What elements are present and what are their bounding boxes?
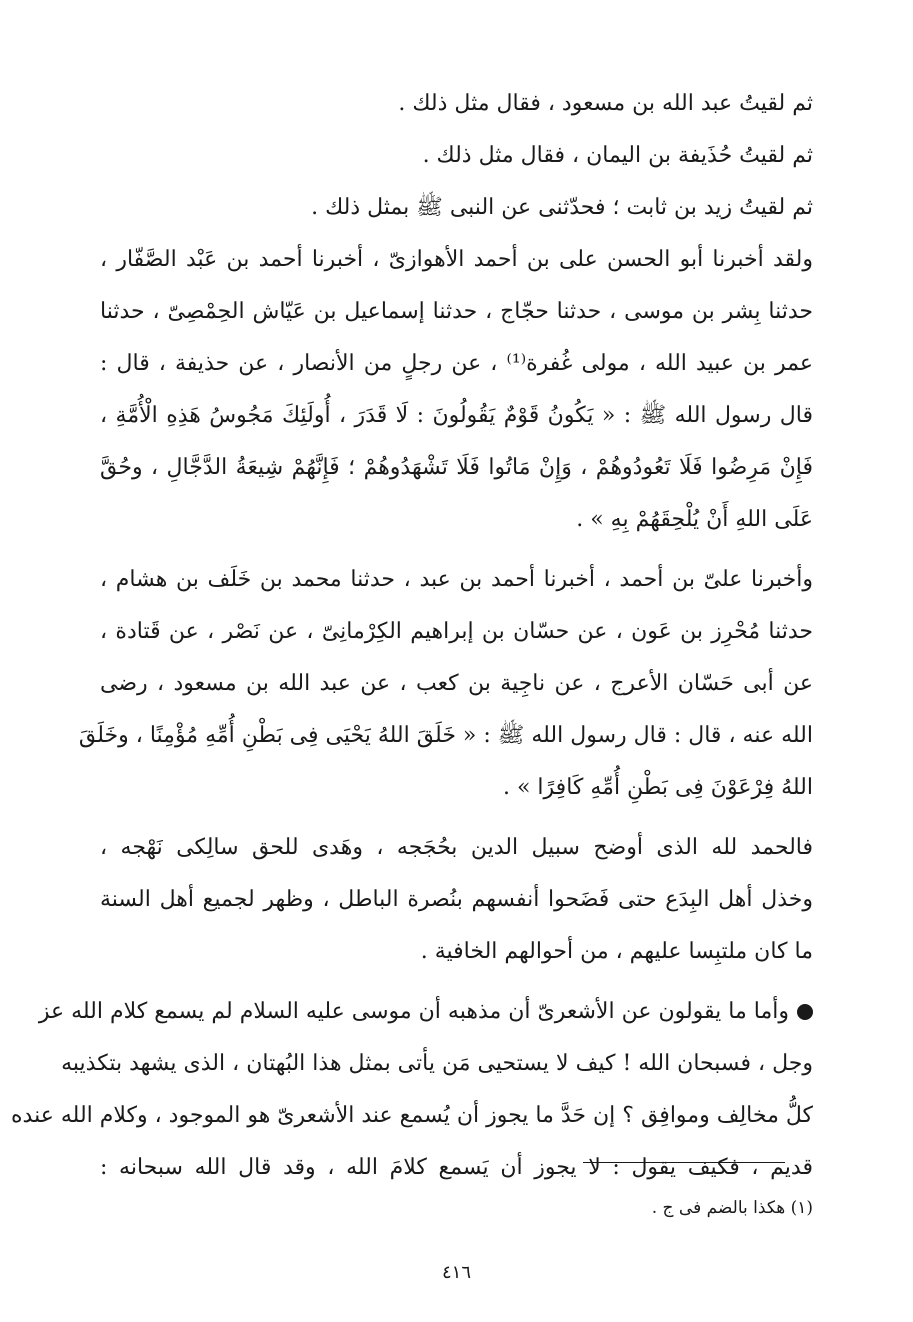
text-line: وخذل أهل البِدَع حتى فَضَحوا أنفسهم بنُصرة الباطل ، وظهر لجميع أهل السنة: [100, 887, 813, 912]
text-line: فالحمد لله الذى أوضح سبيل الدين بحُجَجه ، وهَدى للحق سالِكى نَهْجه ،: [100, 835, 813, 860]
text-line: حدثنا بِشر بن موسى ، حدثنا حجّاج ، حدثنا إسماعيل بن عَيّاش الحِمْصِىّ ، حدثنا: [100, 299, 813, 324]
page-number: ٤١٦: [441, 1262, 471, 1283]
text-line: ثم لقيتُ زيد بن ثابت ؛ فحدّثنى عن النبى ﷺ بمثل ذلك .: [311, 195, 813, 220]
footnote: (١) هكذا بالضم فى ج .: [651, 1198, 813, 1218]
text-line-content: وأما ما يقولون عن الأشعرىّ أن مذهبه أن موسى عليه السلام لم يسمع كلام الله عز: [38, 999, 789, 1024]
footnote-divider: [583, 1162, 785, 1163]
text-line: ثم لقيتُ حُذَيفة بن اليمان ، فقال مثل ذلك .: [422, 143, 813, 168]
paragraph-4: [100, 234, 813, 546]
text-line: ولقد أخبرنا أبو الحسن على بن أحمد الأهوازىّ ، أخبرنا أحمد بن عَبْد الصَّفّار ،: [100, 247, 813, 272]
text-line: [38, 986, 813, 1038]
text-line: قال رسول الله ﷺ : « يَكُونُ قَوْمٌ يَقُولُونَ : لَا قَدَرَ ، أُولَئِكَ مَجُوسُ هَذِهِ الْأُمَّةِ ،: [100, 403, 813, 428]
paragraph-1: [100, 78, 813, 130]
text-line: ما كان ملتبِسا عليهم ، من أحوالهم الخافية .: [420, 939, 813, 964]
text-line: الله عنه ، قال : قال رسول الله ﷺ : « خَلَقَ اللهُ يَحْيَى فِى بَطْنِ أُمِّهِ مُؤْمِنًا ، وخَلَقَ: [78, 723, 813, 748]
text-line: عَلَى اللهِ أَنْ يُلْحِقَهُمْ بِهِ » .: [576, 507, 813, 532]
paragraph-3: [100, 182, 813, 234]
text-line: حدثنا مُحْرِز بن عَون ، عن حسّان بن إبراهيم الكِرْمانِىّ ، عن نَصْر ، عن قَتادة ،: [100, 619, 813, 644]
text-line: قديم ، فكيف يقول : لا يجوز أن يَسمع كلامَ الله ، وقد قال الله سبحانه :: [100, 1155, 813, 1180]
text-line: عمر بن عبيد الله ، مولى غُفرة⁽¹⁾ ، عن رجلٍ من الأنصار ، عن حذيفة ، قال :: [100, 351, 813, 376]
paragraph-2: [100, 130, 813, 182]
text-line: عن أبى حَسّان الأعرج ، عن ناجِية بن كعب ، عن عبد الله بن مسعود ، رضى: [100, 671, 813, 696]
text-line: اللهُ فِرْعَوْنَ فِى بَطْنِ أُمِّهِ كَافِرًا » .: [502, 775, 813, 800]
page-body: [11, 78, 813, 1194]
paragraph-5: [78, 554, 813, 814]
text-line: كلُّ مخالِف وموافِق ؟ إن حَدَّ ما يجوز أن يُسمع عند الأشعرىّ هو الموجود ، وكلام الله عنده: [11, 1103, 813, 1128]
text-line: ثم لقيتُ عبد الله بن مسعود ، فقال مثل ذلك .: [398, 91, 813, 116]
paragraph-6: [100, 822, 813, 978]
text-line: وجل ، فسبحان الله ! كيف لا يستحيى مَن يأتى بمثل هذا البُهتان ، الذى يشهد بتكذيبه: [61, 1051, 813, 1076]
bullet-icon: [797, 1004, 813, 1020]
text-line: وأخبرنا علىّ بن أحمد ، أخبرنا أحمد بن عبد ، حدثنا محمد بن خَلَف بن هشام ،: [100, 567, 813, 592]
text-line: فَإِنْ مَرِضُوا فَلَا تَعُودُوهُمْ ، وَإِنْ مَاتُوا فَلَا تَشْهَدُوهُمْ ؛ فَإِنَّهُمْ شِيعَةُ الدَّجَّالِ ، وحُقَّ: [100, 455, 813, 480]
